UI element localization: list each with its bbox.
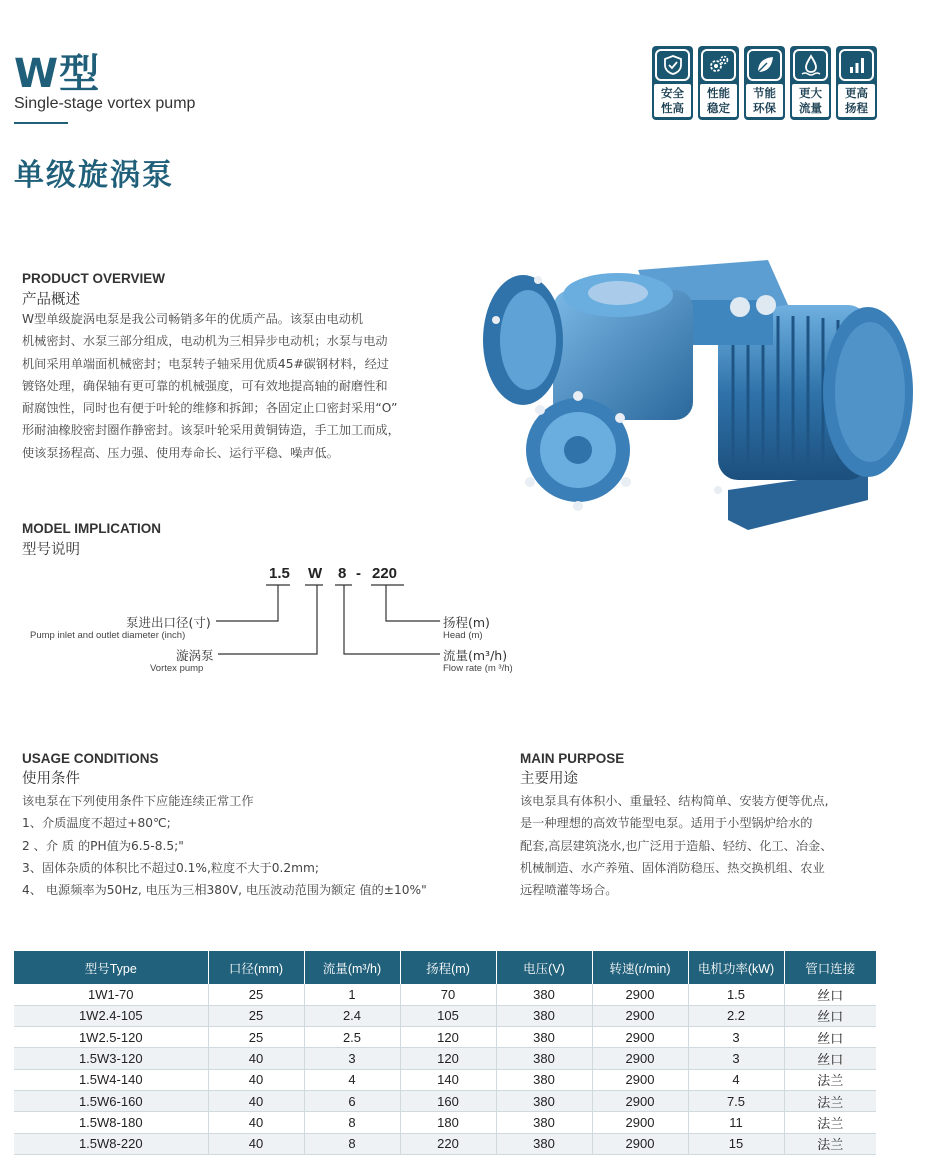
badge-eco: 节能 环保 [744, 46, 785, 120]
table-cell: 4 [688, 1069, 784, 1090]
overview-heading-cn: 产品概述 [22, 292, 80, 308]
gears-icon [701, 49, 736, 81]
table-cell: 380 [496, 1112, 592, 1133]
table-cell: 40 [208, 1069, 304, 1090]
connector-lines [0, 555, 600, 695]
table-cell: 105 [400, 1005, 496, 1026]
col-flow: 流量(m³/h) [304, 951, 400, 984]
table-cell: 70 [400, 984, 496, 1005]
table-cell: 2900 [592, 1069, 688, 1090]
table-cell: 1W2.5-120 [14, 1027, 208, 1048]
table-row [14, 1090, 876, 1111]
table-cell: 法兰 [784, 1133, 876, 1154]
table-cell: 1.5W6-160 [14, 1090, 208, 1111]
table-cell: 380 [496, 1048, 592, 1069]
table-cell: 1W1-70 [14, 984, 208, 1005]
table-cell: 1.5W4-140 [14, 1069, 208, 1090]
col-speed: 转速(r/min) [592, 951, 688, 984]
code-flow: 8 [338, 565, 347, 582]
code-type: W [308, 565, 323, 582]
table-cell: 40 [208, 1112, 304, 1133]
col-head: 扬程(m) [400, 951, 496, 984]
table-cell: 2900 [592, 984, 688, 1005]
overview-text: W型单级旋涡电泵是我公司畅销多年的优质产品。该泵由电动机 机械密封、水泵三部分组成，电动机为三相异步电动机；水泵与电动 机间采用单端面机械密封；电泵转子轴采用优质45#碳钢材料，经过 镀铬处理，确保轴有更可靠的机械强度，可有效地提高轴的耐磨性和 耐腐蚀性，同时也有便于叶轮的维修和拆卸；各固定止口密封采用“O” 形耐油橡胶密封圈作静密封。该泵叶轮采用黄铜铸造，手工加工而成， 使该泵扬程高、压力强、使用寿命长、运行平稳、噪声低。 [22, 312, 400, 460]
label-vortex-cn: 漩涡泵 [176, 648, 214, 663]
table-cell: 4 [304, 1069, 400, 1090]
leaf-icon [747, 49, 782, 81]
col-power: 电机功率(kW) [688, 951, 784, 984]
code-dash: - [356, 565, 361, 582]
purpose-heading-en: MAIN PURPOSE [520, 751, 625, 766]
table-cell: 6 [304, 1090, 400, 1111]
table-row [14, 984, 876, 1005]
badge-safety: 安全 性高 [652, 46, 693, 120]
overview-heading-en: PRODUCT OVERVIEW [22, 271, 166, 286]
spec-table [14, 951, 876, 1155]
table-cell: 1.5W8-180 [14, 1112, 208, 1133]
table-cell: 1W2.4-105 [14, 1005, 208, 1026]
badge-performance: 性能 稳定 [698, 46, 739, 120]
model-title: W型 [14, 51, 101, 97]
table-cell: 2900 [592, 1005, 688, 1026]
badge-head: 更高 扬程 [836, 46, 877, 120]
table-cell: 3 [304, 1048, 400, 1069]
table-cell: 220 [400, 1133, 496, 1154]
table-cell: 2900 [592, 1027, 688, 1048]
model-code-diagram [0, 555, 600, 695]
table-cell: 40 [208, 1133, 304, 1154]
table-cell: 25 [208, 984, 304, 1005]
bar-chart-icon [839, 49, 874, 81]
table-cell: 2.5 [304, 1027, 400, 1048]
col-diameter: 口径(mm) [208, 951, 304, 984]
table-cell: 丝口 [784, 1027, 876, 1048]
table-cell: 7.5 [688, 1090, 784, 1111]
table-row [14, 1027, 876, 1048]
usage-heading-en: USAGE CONDITIONS [22, 751, 159, 766]
label-flow-cn: 流量(m³/h) [443, 648, 508, 663]
code-head: 220 [372, 565, 398, 582]
table-cell: 120 [400, 1027, 496, 1048]
table-cell: 2900 [592, 1090, 688, 1111]
table-cell: 2.4 [304, 1005, 400, 1026]
table-cell: 8 [304, 1112, 400, 1133]
table-cell: 180 [400, 1112, 496, 1133]
table-row [14, 1133, 876, 1154]
table-row [14, 1005, 876, 1026]
feature-badges [652, 46, 877, 120]
table-cell: 380 [496, 1069, 592, 1090]
table-cell: 2.2 [688, 1005, 784, 1026]
table-cell: 1 [304, 984, 400, 1005]
table-cell: 丝口 [784, 1005, 876, 1026]
col-voltage: 电压(V) [496, 951, 592, 984]
table-cell: 法兰 [784, 1069, 876, 1090]
table-header-row [14, 951, 876, 984]
label-inlet-cn: 泵进出口径(寸) [126, 615, 211, 630]
usage-heading-cn: 使用条件 [22, 771, 80, 787]
table-cell: 380 [496, 1005, 592, 1026]
label-head-cn: 扬程(m) [443, 615, 490, 630]
col-type: 型号Type [14, 951, 208, 984]
subtitle-en: Single-stage vortex pump [14, 95, 196, 112]
table-cell: 11 [688, 1112, 784, 1133]
table-cell: 40 [208, 1048, 304, 1069]
table-cell: 380 [496, 1133, 592, 1154]
table-cell: 2900 [592, 1133, 688, 1154]
table-row [14, 1048, 876, 1069]
table-cell: 8 [304, 1133, 400, 1154]
badge-flow: 更大 流量 [790, 46, 831, 120]
label-flow-en: Flow rate (m ³/h) [443, 663, 513, 674]
table-cell: 丝口 [784, 984, 876, 1005]
table-cell: 140 [400, 1069, 496, 1090]
model-heading-cn: 型号说明 [22, 542, 80, 558]
table-cell: 25 [208, 1005, 304, 1026]
table-cell: 25 [208, 1027, 304, 1048]
table-cell: 2900 [592, 1112, 688, 1133]
water-drop-icon [793, 49, 828, 81]
table-cell: 法兰 [784, 1090, 876, 1111]
label-inlet-en: Pump inlet and outlet diameter (inch) [30, 630, 186, 641]
shield-icon [655, 49, 690, 81]
table-cell: 法兰 [784, 1112, 876, 1133]
table-cell: 380 [496, 1027, 592, 1048]
table-cell: 380 [496, 1090, 592, 1111]
table-cell: 3 [688, 1048, 784, 1069]
table-cell: 160 [400, 1090, 496, 1111]
code-diameter: 1.5 [269, 565, 290, 582]
title-divider [14, 122, 68, 124]
usage-text: 该电泵在下列使用条件下应能连续正常工作 1、介质温度不超过+80℃; 2 、介 质 的PH值为6.5-8.5;" 3、固体杂质的体积比不超过0.1%,粒度不大于0.2mm; 4、 电源频率为50Hz, 电压为三相380V, 电压波动范围为额定 值的±10%" [22, 794, 427, 898]
pump-image [478, 250, 918, 550]
table-cell: 3 [688, 1027, 784, 1048]
model-heading-en: MODEL IMPLICATION [22, 521, 161, 536]
table-cell: 丝口 [784, 1048, 876, 1069]
table-row [14, 1112, 876, 1133]
table-row [14, 1069, 876, 1090]
page-title: 单级旋涡泵 [14, 158, 174, 193]
col-connection: 管口连接 [784, 951, 876, 984]
table-cell: 40 [208, 1090, 304, 1111]
table-cell: 2900 [592, 1048, 688, 1069]
table-cell: 1.5 [688, 984, 784, 1005]
table-cell: 1.5W8-220 [14, 1133, 208, 1154]
table-cell: 380 [496, 984, 592, 1005]
label-vortex-en: Vortex pump [150, 663, 204, 674]
purpose-heading-cn: 主要用途 [520, 771, 578, 787]
purpose-text: 该电泵具有体积小、重量轻、结构简单、安装方便等优点, 是一种理想的高效节能型电泵。适用于小型锅炉给水的 配套,高层建筑浇水,也广泛用于造船、轻纺、化工、冶金、 机械制造、水产养殖、固体消防稳压、热交换机组、农业 远程喷灌等场合。 [520, 794, 833, 898]
table-cell: 1.5W3-120 [14, 1048, 208, 1069]
table-cell: 15 [688, 1133, 784, 1154]
table-cell: 120 [400, 1048, 496, 1069]
label-head-en: Head (m) [443, 630, 483, 641]
